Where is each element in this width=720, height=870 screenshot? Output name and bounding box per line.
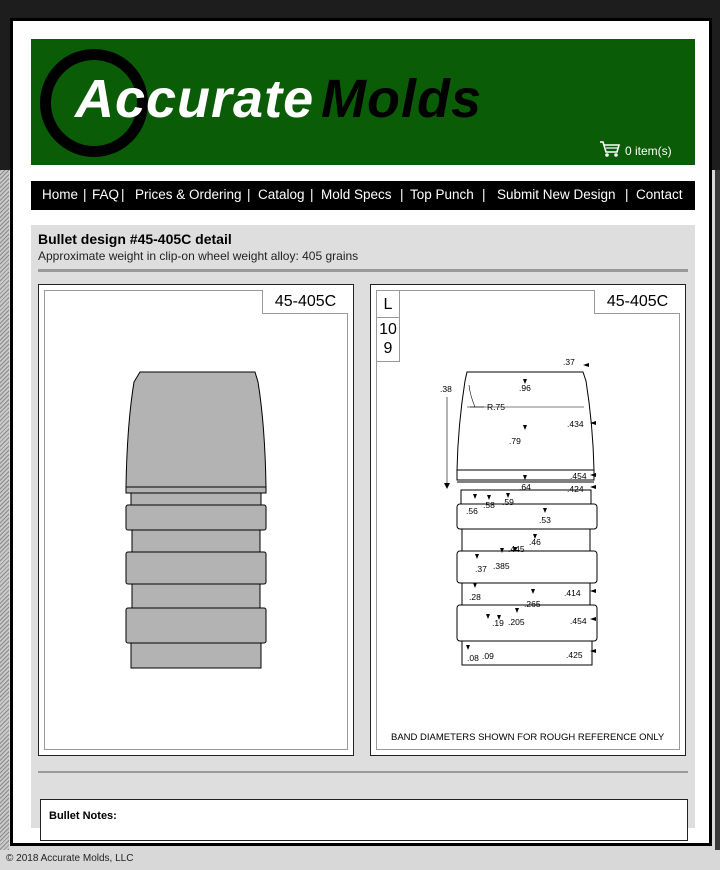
- bullet-silhouette-image: [39, 285, 353, 755]
- left-edge-strip: [0, 170, 9, 850]
- dim-label: .414: [564, 588, 581, 598]
- design-code-label: 45-405C: [262, 290, 348, 314]
- page-container: [10, 18, 712, 846]
- dim-label: .56: [466, 506, 478, 516]
- dim-label: .46: [529, 537, 541, 547]
- nav-top-punch[interactable]: Top Punch: [410, 187, 474, 202]
- dim-label: .58: [483, 500, 495, 510]
- bullet-dimension-drawing: [371, 285, 685, 755]
- nav-mold-specs[interactable]: Mold Specs: [321, 187, 392, 202]
- dim-label: .205: [508, 617, 525, 627]
- weight-description: Approximate weight in clip-on wheel weight alloy: 405 grains: [38, 249, 359, 263]
- dim-label: .19: [492, 618, 504, 628]
- dim-label: .37: [475, 564, 487, 574]
- divider: [38, 771, 688, 773]
- bullet-notes-box: [40, 799, 688, 841]
- dim-label: .28: [469, 592, 481, 602]
- dim-label: .434: [567, 419, 584, 429]
- cavity-number-bottom: 9: [383, 340, 393, 357]
- nav-prices-ordering[interactable]: Prices & Ordering: [135, 187, 242, 202]
- cart-count: 0 item(s): [625, 144, 672, 158]
- cart-link[interactable]: [599, 140, 689, 160]
- main-nav: [31, 181, 695, 210]
- dim-label: .424: [567, 484, 584, 494]
- dim-label: .64: [519, 482, 531, 492]
- nav-separator: |: [400, 187, 404, 202]
- nav-separator: |: [247, 187, 251, 202]
- nav-separator: |: [83, 187, 87, 202]
- divider: [38, 269, 688, 272]
- dim-label: R.75: [487, 402, 505, 412]
- header-banner: [31, 39, 695, 165]
- shopping-cart-icon: [599, 140, 621, 158]
- nav-separator: |: [121, 187, 125, 202]
- right-edge-strip: [715, 170, 720, 850]
- bullet-detail-section: [31, 225, 695, 828]
- logo-text-molds[interactable]: Molds: [321, 69, 482, 129]
- nav-catalog[interactable]: Catalog: [258, 187, 305, 202]
- page-title: Bullet design #45-405C detail: [38, 231, 232, 247]
- dim-label: .37: [563, 357, 575, 367]
- bullet-dimension-panel: [370, 284, 686, 756]
- dim-label: .454: [570, 471, 587, 481]
- drawing-footnote: BAND DIAMETERS SHOWN FOR ROUGH REFERENCE ONLY: [391, 732, 665, 743]
- dim-label: .454: [570, 616, 587, 626]
- nav-faq[interactable]: FAQ: [92, 187, 120, 202]
- dim-label: .38: [440, 384, 452, 394]
- dim-label: .96: [519, 383, 531, 393]
- nav-contact[interactable]: Contact: [636, 187, 683, 202]
- nose-type-label: L: [376, 290, 400, 318]
- bullet-silhouette-panel: [38, 284, 354, 756]
- nav-submit-new-design[interactable]: Submit New Design: [497, 187, 616, 202]
- dim-label: .385: [493, 561, 510, 571]
- dim-label: .53: [539, 515, 551, 525]
- bullet-notes-label: Bullet Notes:: [49, 810, 117, 822]
- dim-label: .08: [467, 653, 479, 663]
- nav-separator: |: [310, 187, 314, 202]
- cavity-number-top: 10: [379, 321, 397, 338]
- dim-label: .59: [502, 497, 514, 507]
- nav-home[interactable]: Home: [42, 187, 79, 202]
- dim-label: .265: [524, 599, 541, 609]
- dim-label: .425: [566, 650, 583, 660]
- dim-label: .79: [509, 436, 521, 446]
- dim-label: .09: [482, 651, 494, 661]
- nav-separator: |: [482, 187, 486, 202]
- design-code-label: 45-405C: [594, 290, 680, 314]
- logo-text-accurate[interactable]: Accurate: [75, 69, 315, 129]
- dim-label: .445: [508, 544, 525, 554]
- footer-copyright: © 2018 Accurate Molds, LLC: [6, 853, 134, 864]
- nav-separator: |: [625, 187, 629, 202]
